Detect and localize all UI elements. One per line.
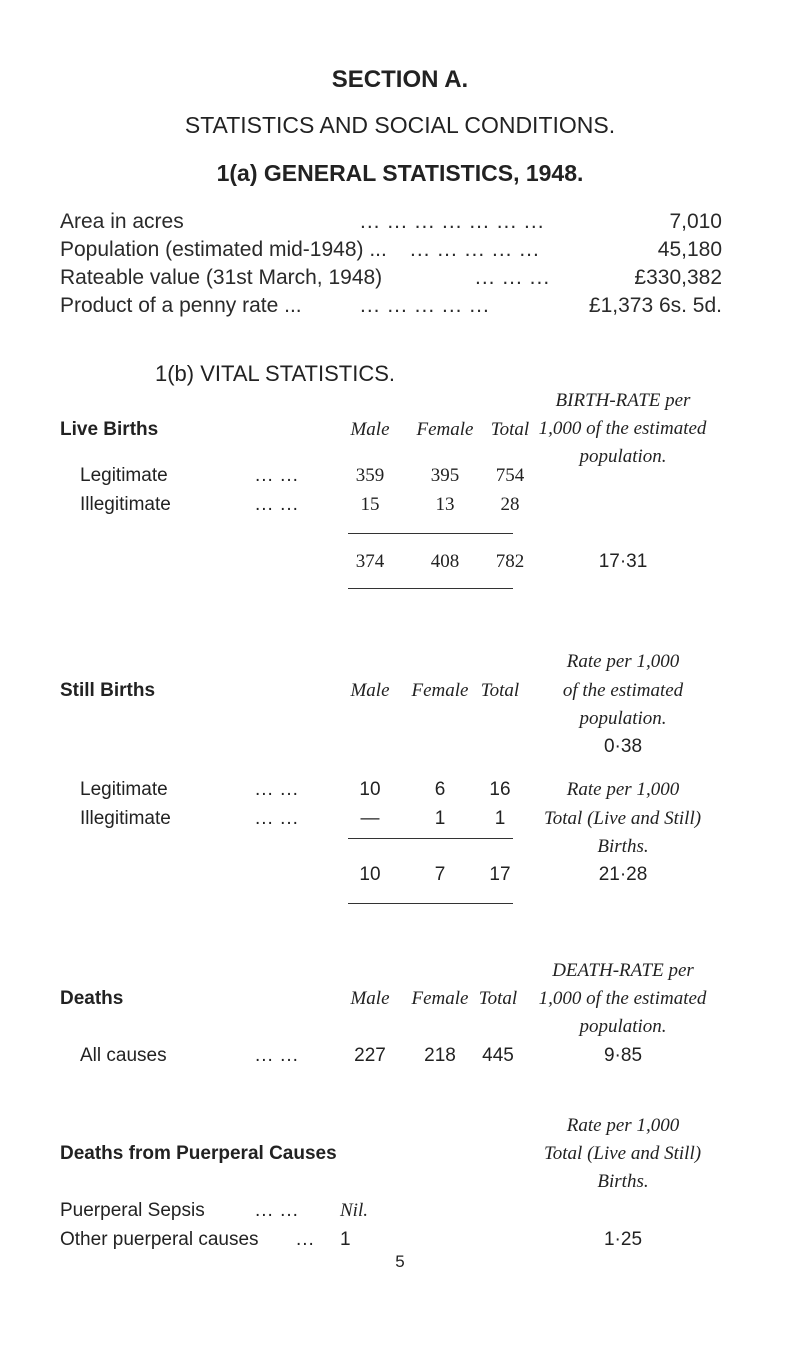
female-value: 395 <box>430 465 460 486</box>
still-rate2-label-line: Total (Live and Still) <box>543 808 702 829</box>
section-title: SECTION A. <box>331 66 469 93</box>
total-value: 16 <box>489 779 511 800</box>
total-value: 28 <box>500 494 520 515</box>
puerperal-rate-label-line: Rate per 1,000 <box>566 1115 680 1136</box>
col-female: Female <box>411 680 469 701</box>
total-value: 1 <box>494 808 506 829</box>
birth-rate-label-line: BIRTH-RATE per <box>555 390 691 411</box>
leader-dots: ... ... <box>255 1200 299 1221</box>
general-statistics-heading: 1(a) GENERAL STATISTICS, 1948. <box>216 160 584 186</box>
sum-rule <box>348 533 513 534</box>
leader-dots: ... ... ... ... ... <box>360 294 490 317</box>
row-label: Other puerperal causes <box>60 1229 259 1250</box>
puerperal-rate-label-line: Total (Live and Still) <box>543 1143 702 1164</box>
col-total: Total <box>490 419 530 440</box>
leader-dots: ... ... ... ... ... <box>410 238 540 261</box>
death-rate-label-line: DEATH-RATE per <box>552 960 694 981</box>
still-rate-label-line: population. <box>579 708 667 729</box>
row-label: Area in acres <box>60 210 184 233</box>
row-label: Product of a penny rate ... <box>60 294 302 317</box>
col-male: Male <box>350 988 390 1009</box>
leader-dots: ... ... <box>255 779 299 800</box>
row-value: Nil. <box>340 1200 368 1221</box>
sum-rule <box>348 838 513 839</box>
male-value: 15 <box>360 494 380 515</box>
still-rate-value: 0·38 <box>603 736 643 757</box>
row-value: 1 <box>340 1229 351 1250</box>
deaths-title: Deaths <box>60 988 124 1009</box>
leader-dots: ... ... <box>255 465 299 486</box>
leader-dots: ... <box>296 1229 315 1250</box>
male-total: 10 <box>359 864 381 885</box>
page-number: 5 <box>395 1252 405 1271</box>
female-value: 1 <box>434 808 446 829</box>
death-rate-label-line: 1,000 of the estimated <box>538 988 707 1009</box>
leader-dots: ... ... <box>255 808 299 829</box>
row-value: £1,373 6s. 5d. <box>588 294 722 317</box>
male-value: 359 <box>355 465 385 486</box>
row-value: 7,010 <box>669 210 722 233</box>
row-label: Illegitimate <box>80 494 171 515</box>
total-value: 754 <box>495 465 525 486</box>
row-value: 45,180 <box>657 238 722 261</box>
col-female: Female <box>416 419 474 440</box>
row-label: Rateable value (31st March, 1948) <box>60 266 383 289</box>
female-value: 218 <box>424 1045 456 1066</box>
still-rate2-label-line: Births. <box>597 836 649 857</box>
male-value: 10 <box>359 779 381 800</box>
grand-total: 782 <box>495 551 525 572</box>
still-rate2-label-line: Rate per 1,000 <box>566 779 680 800</box>
puerperal-rate-value: 1·25 <box>603 1229 643 1250</box>
female-total: 408 <box>430 551 460 572</box>
birth-rate-label-line: population. <box>579 446 667 467</box>
col-male: Male <box>350 680 390 701</box>
leader-dots: ... ... ... ... ... ... ... <box>360 210 545 233</box>
sum-rule <box>348 588 513 589</box>
female-value: 6 <box>434 779 446 800</box>
still-rate2-value: 21·28 <box>598 864 648 885</box>
female-value: 13 <box>435 494 455 515</box>
birth-rate-value: 17·31 <box>598 551 648 572</box>
female-total: 7 <box>434 864 446 885</box>
row-value: £330,382 <box>634 266 722 289</box>
col-male: Male <box>350 419 390 440</box>
still-rate-label-line: of the estimated <box>562 680 684 701</box>
row-label: All causes <box>80 1045 167 1066</box>
leader-dots: ... ... <box>255 494 299 515</box>
col-total: Total <box>478 988 518 1009</box>
death-rate-label-line: population. <box>579 1016 667 1037</box>
puerperal-rate-label-line: Births. <box>597 1171 649 1192</box>
row-label: Legitimate <box>80 779 168 800</box>
col-total: Total <box>480 680 520 701</box>
leader-dots: ... ... ... <box>475 266 551 289</box>
vital-statistics-heading: 1(b) VITAL STATISTICS. <box>155 361 396 386</box>
row-label: Population (estimated mid-1948) ... <box>60 238 387 261</box>
death-rate-value: 9·85 <box>603 1045 643 1066</box>
leader-dots: ... ... <box>255 1045 299 1066</box>
row-label: Illegitimate <box>80 808 171 829</box>
male-total: 374 <box>355 551 385 572</box>
row-label: Legitimate <box>80 465 168 486</box>
page-subtitle: STATISTICS AND SOCIAL CONDITIONS. <box>184 112 616 138</box>
puerperal-title: Deaths from Puerperal Causes <box>60 1143 337 1164</box>
live-births-title: Live Births <box>60 419 159 440</box>
birth-rate-label-line: 1,000 of the estimated <box>538 418 707 439</box>
col-female: Female <box>411 988 469 1009</box>
still-rate-label-line: Rate per 1,000 <box>566 651 680 672</box>
still-births-title: Still Births <box>60 680 156 701</box>
grand-total: 17 <box>489 864 511 885</box>
total-value: 445 <box>482 1045 514 1066</box>
male-value: 227 <box>354 1045 386 1066</box>
sum-rule <box>348 903 513 904</box>
male-value: — <box>360 808 380 829</box>
row-label: Puerperal Sepsis <box>60 1200 205 1221</box>
